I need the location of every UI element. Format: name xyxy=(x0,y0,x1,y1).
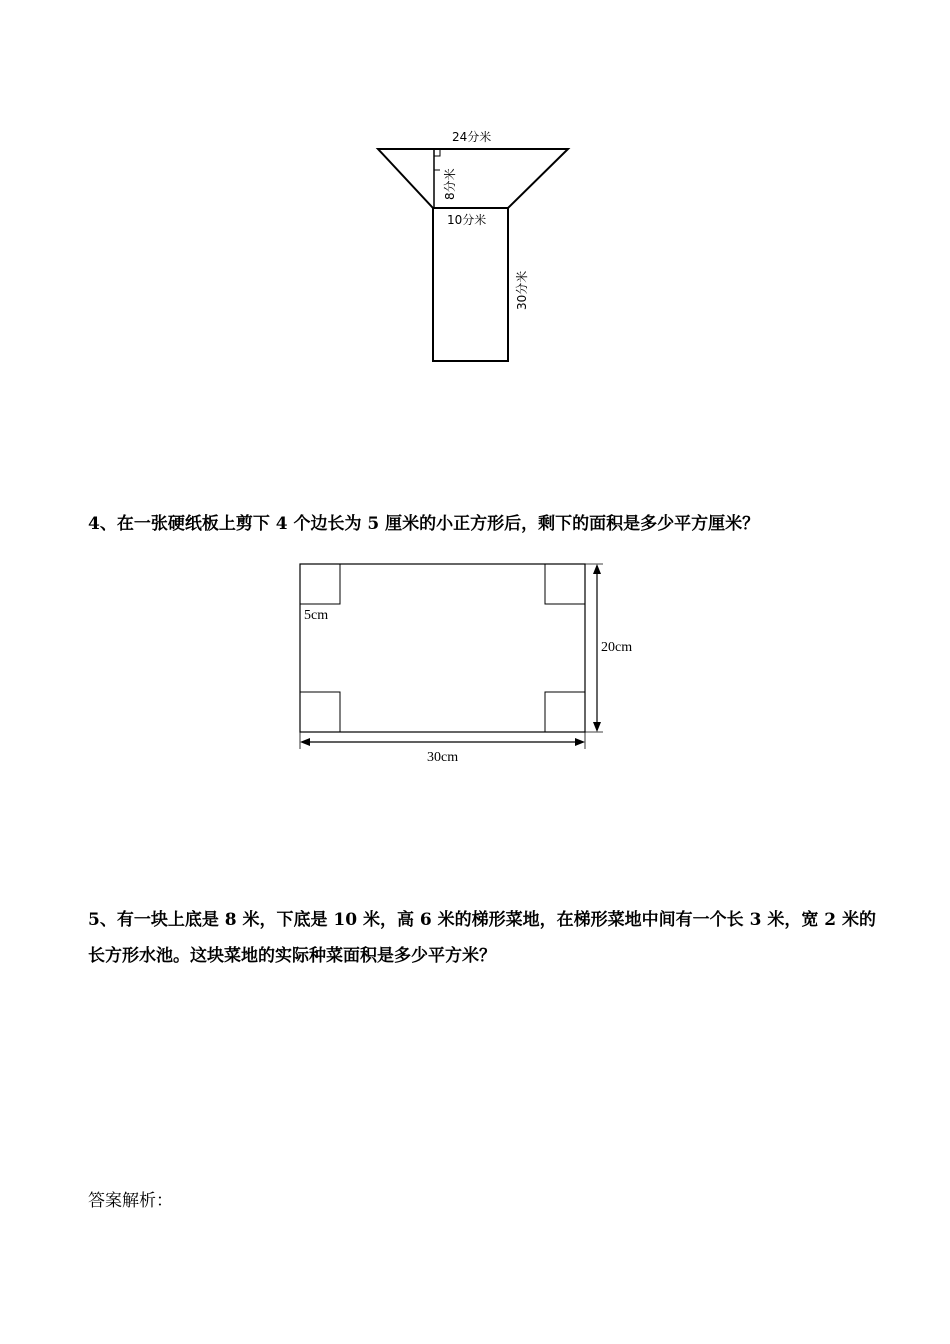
right-angle-mark xyxy=(434,149,440,156)
corner-square-top-left xyxy=(300,564,340,604)
answer-heading: 答案解析： xyxy=(88,1191,173,1211)
height-dimension-label: 20cm xyxy=(601,640,633,655)
question-5: 5、有一块上底是 8 米，下底是 10 米，高 6 米的梯形菜地，在梯形菜地中间有一个长 3 米，宽 2 米的长方形水池。这块菜地的实际种菜面积是多少平方米？ xyxy=(88,910,876,966)
trapezoid-shape xyxy=(378,149,568,208)
stem-rectangle xyxy=(433,208,508,361)
width-dimension-label: 30cm xyxy=(427,750,459,765)
stem-height-label: 30分米 xyxy=(515,270,529,310)
top-width-label: 24分米 xyxy=(452,130,492,144)
height-arrowhead-bottom xyxy=(593,722,601,732)
corner-square-bottom-left xyxy=(300,692,340,732)
corner-side-label: 5cm xyxy=(304,608,329,623)
width-arrowhead-left xyxy=(300,738,310,746)
height-arrowhead-top xyxy=(593,564,601,574)
cardboard-figure xyxy=(290,555,660,775)
height-label: 8分米 xyxy=(443,168,457,200)
corner-square-top-right xyxy=(545,564,585,604)
corner-square-bottom-right xyxy=(545,692,585,732)
neck-width-label: 10分米 xyxy=(447,213,487,227)
cardboard-rectangle xyxy=(300,564,585,732)
question-4: 4、在一张硬纸板上剪下 4 个边长为 5 厘米的小正方形后，剩下的面积是多少平方厘米？ xyxy=(88,514,760,534)
funnel-figure xyxy=(370,120,580,370)
width-arrowhead-right xyxy=(575,738,585,746)
